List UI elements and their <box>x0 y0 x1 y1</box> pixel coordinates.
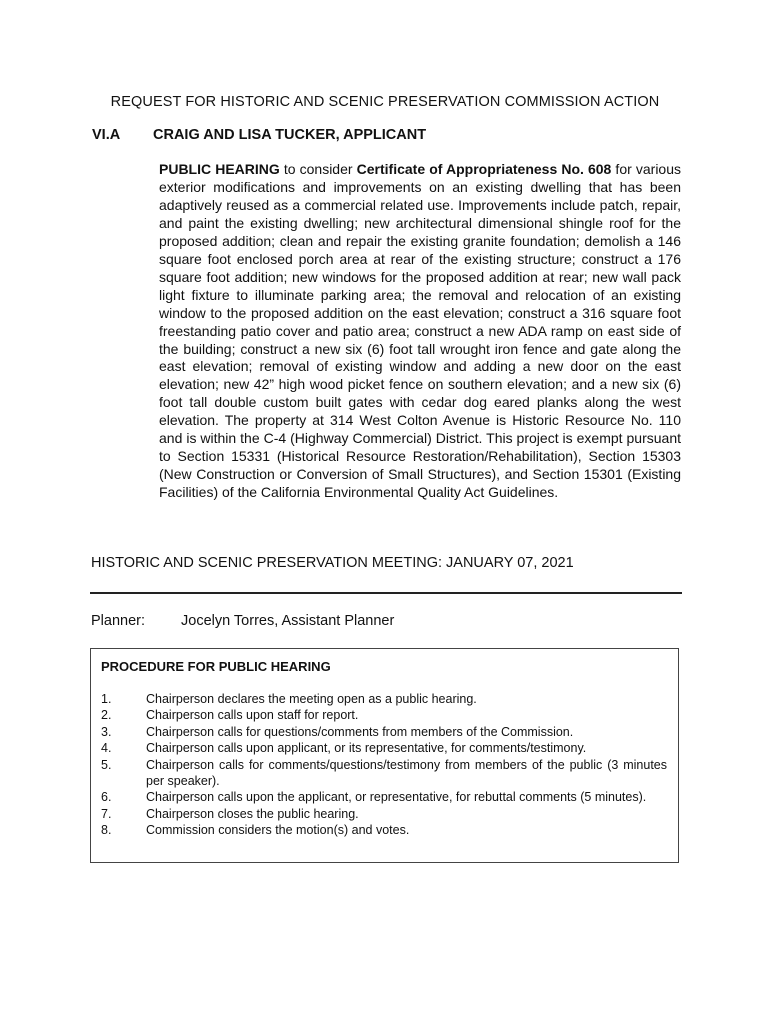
procedure-step <box>101 806 667 822</box>
procedure-steps-list <box>101 691 667 839</box>
step-text: Chairperson calls upon applicant, or its representative, for comments/testimony. <box>146 741 587 756</box>
planner-name: Jocelyn Torres, Assistant Planner <box>181 613 395 629</box>
procedure-step <box>101 724 667 740</box>
meeting-date-line: HISTORIC AND SCENIC PRESERVATION MEETING: JANUARY 07, 2021 <box>91 555 574 571</box>
applicant-heading: CRAIG AND LISA TUCKER, APPLICANT <box>153 127 427 143</box>
procedure-step <box>101 822 667 838</box>
certificate-number: Certificate of Appropriateness No. 608 <box>356 161 612 177</box>
planner-label: Planner: <box>91 613 146 629</box>
hearing-description: for various exterior modifications and improvements on an existing dwelling that has been adaptively reused as a commercial related use. Improvements include patch, repair, and paint the existing dwelling; new architectural dimensional shingle roof for the proposed addition; clean and repair the existing granite foundation; demolish a 146 square foot enclosed porch area at rear of the existing structure; construct a 176 square foot addition; new windows for the proposed addition at rear; new wall pack light fixture to illuminate parking area; the removal and relocation of an existing window to the proposed addition on the east elevation; construct a 316 square foot freestanding patio cover and patio area; construct a new ADA ramp on east side of the building; construct a new six (6) foot tall wrought iron fence and gate along the east elevation; removal of existing window and adding a new door on the east elevation; new 42” high wood picket fence on southern elevation; and a new six (6) foot tall double custom built gates with cedar dog eared planks along the west elevation. The property at 314 West Colton Avenue is Historic Resource No. 110 and is within the C-4 (Highway Commercial) District. This project is exempt pursuant to Section 15331 (Historical Resource Restoration/Rehabilitation), Section 15303 (New Construction or Conversion of Small Structures), and Section 15301 (Existing Facilities) of the California Environmental Quality Act Guidelines. <box>159 161 681 501</box>
procedure-box <box>90 648 679 863</box>
procedure-title: PROCEDURE FOR PUBLIC HEARING <box>101 659 331 674</box>
step-text: Commission considers the motion(s) and votes. <box>146 823 410 838</box>
step-text: Chairperson declares the meeting open as a public hearing. <box>146 692 477 706</box>
procedure-step <box>101 789 667 805</box>
step-text: Chairperson calls upon the applicant, or representative, for rebuttal comments (5 minutes). <box>146 790 647 805</box>
hearing-connector-text: to consider <box>279 161 357 177</box>
procedure-step <box>101 707 667 723</box>
step-number: 2. <box>101 708 112 723</box>
step-text: Chairperson calls upon staff for report. <box>146 708 359 723</box>
procedure-step <box>101 691 667 707</box>
agenda-item-number: VI.A <box>92 127 121 143</box>
step-text: Chairperson closes the public hearing. <box>146 806 359 821</box>
document-title: REQUEST FOR HISTORIC AND SCENIC PRESERVATION COMMISSION ACTION <box>110 94 660 110</box>
step-number: 5. <box>101 757 112 772</box>
step-number: 8. <box>101 823 112 838</box>
step-text: Chairperson calls for comments/questions/testimony from members of the public (3 minutes per speaker). <box>146 757 667 789</box>
step-number: 7. <box>101 806 112 821</box>
step-number: 1. <box>101 692 112 706</box>
procedure-step <box>101 740 667 756</box>
public-hearing-paragraph <box>159 161 681 502</box>
step-number: 6. <box>101 790 112 805</box>
public-hearing-label: PUBLIC HEARING <box>159 161 280 177</box>
step-number: 4. <box>101 741 112 756</box>
step-text: Chairperson calls for questions/comments from members of the Commission. <box>146 724 574 739</box>
horizontal-divider <box>90 592 682 594</box>
step-number: 3. <box>101 724 112 739</box>
procedure-step <box>101 757 667 790</box>
